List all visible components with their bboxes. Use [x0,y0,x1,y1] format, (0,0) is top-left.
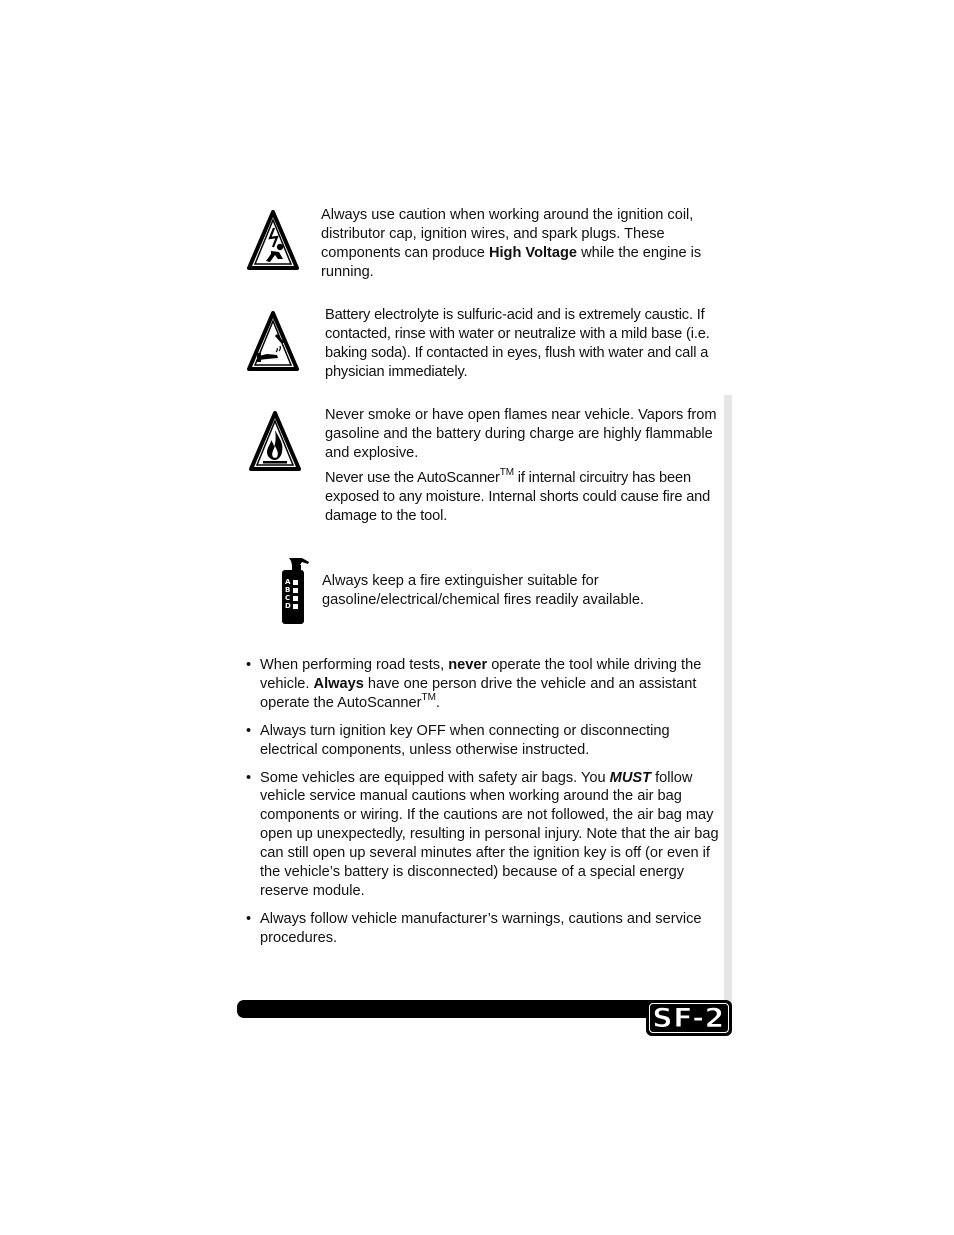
list-item: • Always follow vehicle manufacturer’s warnings, cautions and service procedures. [246,910,702,946]
corrosive-warning-icon [247,310,299,372]
flammable-warning-icon [249,410,301,472]
flammable-warning-text: Never smoke or have open flames near vehicle. Vapors from gasoline and the battery during charge are highly flammable and explosive. [325,407,717,461]
extinguisher-class-c: C [285,594,301,602]
page-number-tab [646,1000,732,1036]
page-number: SF-2 [652,1002,726,1034]
page-edge-bar [724,395,732,1007]
list-item: • When performing road tests, never operate the tool while driving the vehicle. Always have one person drive the vehicle and an assistant operate the AutoScanner™. [246,657,702,711]
moisture-warning-text: Never use the AutoScanner™ if internal circuitry has been exposed to any moisture. Internal shorts could cause fire and damage to the tool. [325,467,711,524]
extinguisher-class-b: B [285,586,301,594]
safety-bullet-list [238,656,720,957]
caustic-warning-text: Battery electrolyte is sulfuric-acid and is extremely caustic. If contacted, rinse with water or neutralize with a mild base (i.e. baking soda). If contacted in eyes, flush with water and call a physician immediately. [325,307,710,380]
extinguisher-warning-text: Always keep a fire extinguisher suitable for gasoline/electrical/chemical fires readily available. [322,573,645,608]
bullet-marker: • [246,910,252,927]
high-voltage-warning-text: Always use caution when working around the ignition coil, distributor cap, ignition wires, and spark plugs. These components can produce High Voltage while the engine is running. [321,207,702,280]
high-voltage-warning-icon [247,209,299,271]
footer-bar [237,1000,687,1018]
bullet-marker: • [246,722,252,739]
extinguisher-class-d: D [285,602,301,610]
bullet-marker: • [246,657,252,673]
extinguisher-class-a: A [285,578,301,586]
list-item: • Some vehicles are equipped with safety air bags. You MUST follow vehicle service manual cautions when working around the air bag components or wiring. If the cautions are not followed, the air bag may open up unexpectedly, resulting in personal injury. Note that the air bag can still open up several minutes after the ignition key is off (or even if the vehicle’s battery is disconnected) because of a special energy reserve module. [246,769,719,899]
list-item: • Always turn ignition key OFF when connecting or disconnecting electrical components, unless otherwise instructed. [246,722,670,758]
bullet-marker: • [246,769,252,786]
fire-extinguisher-icon [280,556,312,626]
